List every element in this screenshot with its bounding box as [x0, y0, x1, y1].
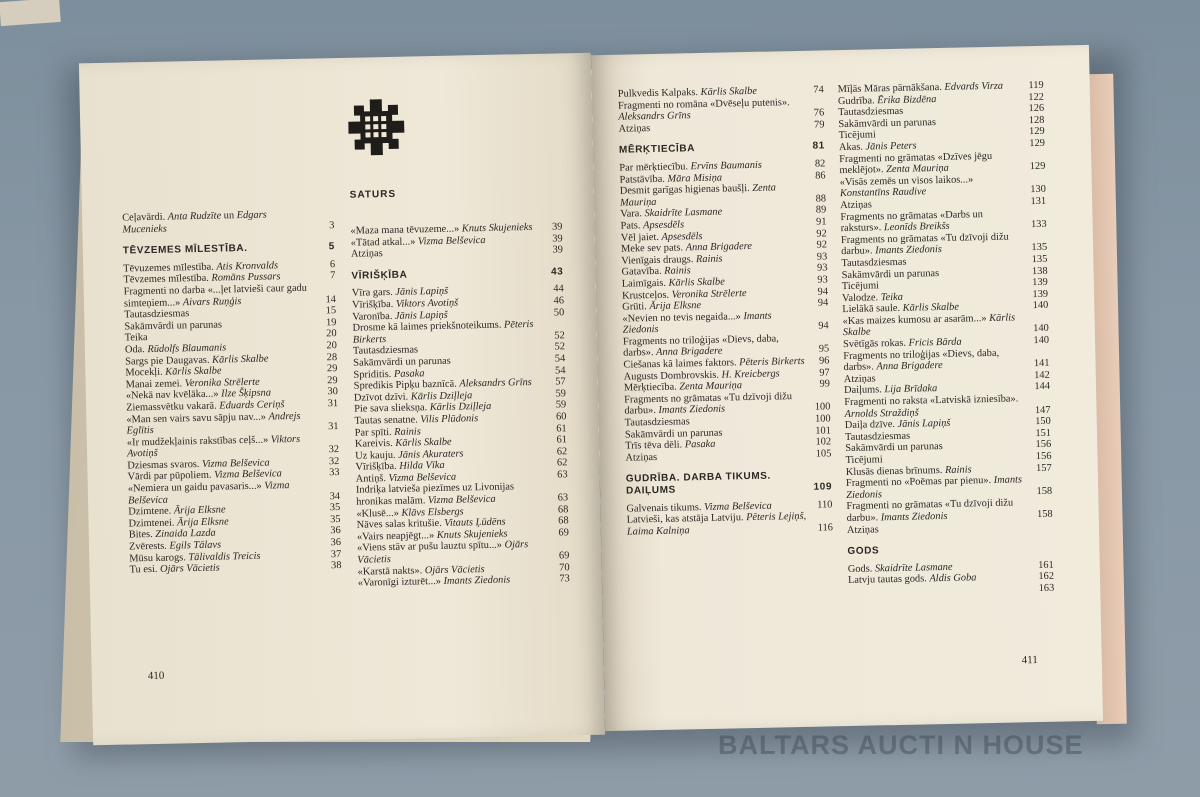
toc-entry-title: Ziemassvētku vakarā. Eduards Ceriņš	[126, 399, 285, 414]
toc-entry-page: 135	[1031, 253, 1048, 266]
toc-entry-title: Desmit garīgas higienas baušļi. Zenta Mauriņa	[619, 182, 777, 209]
toc-entry-page: 14	[325, 293, 337, 305]
page-number-left: 410	[147, 669, 165, 683]
toc-entry-page: 91	[816, 216, 827, 228]
toc-entry-title: Vēl jaiet. Apsesdēls	[620, 230, 703, 244]
toc-entry-page: 32	[328, 444, 340, 456]
toc-section-heading	[847, 542, 1053, 558]
toc-entry-title: Teika	[124, 332, 148, 344]
toc-entry-title: «Ir mudžekļainis rakstības ceļš...» Viktors Avotiņš	[126, 433, 301, 460]
toc-entry-title: Mērķtiecība. Zenta Mauriņa	[623, 380, 743, 394]
toc-entry-page: 31	[328, 421, 339, 433]
toc-entry-title: Tautasdziesmas	[352, 344, 419, 358]
toc-entry-page: 129	[1029, 137, 1046, 150]
toc-entry-page: 19	[325, 316, 337, 329]
toc-entry-title: Gods. Skaidrīte Lasmane	[847, 561, 953, 575]
toc-entry-page: 43	[550, 266, 564, 278]
toc-entry-title: Vara. Skaidrīte Lasmane	[620, 206, 723, 221]
toc-column-right-2	[838, 80, 1055, 599]
toc-entry-page: 38	[330, 560, 342, 572]
toc-entry-title: Klusās dienas brīnums. Rainis	[845, 464, 972, 478]
toc-entry-page: 156	[1035, 439, 1052, 451]
toc-entry-title: Atziņas	[846, 523, 879, 536]
toc-entry-page: 93	[817, 274, 828, 286]
toc-entry-title: «Tātad atkal...» Vizma Belševica	[350, 234, 486, 249]
toc-entry-title: Trīs tēva dēli. Pasaka	[625, 438, 716, 452]
toc-entry-title: Fragments no grāmatas «Tu dzīvoji dižu darbu». Imants Ziedonis	[624, 390, 793, 418]
toc-entry-title: Tautasdziesmas	[124, 308, 190, 321]
toc-entry-title: Dziesmas svaros. Vizma Belševica	[127, 457, 270, 472]
toc-entry-title: Meke sev pats. Anna Brigadere	[620, 241, 753, 255]
toc-entry	[627, 511, 833, 538]
toc-entry-title: «Man sen vairs savu sāpju nav...» Andrejs Eglītis	[126, 410, 301, 437]
toc-entry-title: Drosme kā laimes priekšnoteikums. Pēteris Birkerts	[352, 319, 534, 346]
toc-entry-page: 44	[553, 283, 564, 295]
toc-entry-title: Atziņas	[618, 122, 651, 135]
toc-entry-title: Vīrišķība. Viktors Avotiņš	[351, 297, 459, 311]
toc-entry-title: Daiļa dzīve. Jānis Lapiņš	[844, 418, 951, 432]
toc-entry-page: 59	[555, 388, 567, 400]
toc-entry-title: Pats. Apsesdēls	[620, 219, 685, 232]
toc-entry-title: «Viens stāv ar pušu lauztu spītu...» Ojārs Vācietis	[357, 539, 529, 566]
toc-entry-title: Sakāmvārdi un parunas	[353, 355, 451, 369]
toc-entry-page: 34	[329, 490, 341, 502]
toc-entry-page: 133	[1030, 218, 1047, 231]
toc-entry-page: 163	[1038, 582, 1055, 594]
toc-entry-page: 119	[1028, 79, 1044, 92]
toc-entry-page: 109	[813, 481, 833, 493]
toc-entry-title: Atziņas	[625, 451, 658, 464]
toc-entry-page: 147	[1034, 404, 1051, 416]
toc-entry-page: 50	[553, 306, 565, 319]
toc-entry-title: Mīļās Māras pārnākšana. Edvards Virza	[837, 80, 1004, 96]
toc-entry-title: GODS	[847, 545, 880, 558]
toc-entry-page: 52	[554, 330, 565, 342]
toc-entry-page: 39	[552, 232, 563, 245]
toc-entry-title: Kareivis. Kārlis Skalbe	[354, 436, 452, 450]
toc-entry-title: Ciešanas kā laimes faktors. Pēteris Birkerts	[623, 355, 805, 371]
toc-entry-title: Tautasdziesmas	[624, 416, 690, 429]
toc-entry-page: 105	[815, 448, 832, 460]
toc-entry-title: Par mērķtiecību. Ervīns Baumanis	[619, 159, 763, 174]
toc-entry-page: 140	[1033, 323, 1049, 335]
toc-entry-page: 35	[329, 502, 341, 514]
toc-entry-page: 59	[555, 399, 567, 411]
toc-column-left-1	[122, 208, 342, 576]
toc-entry-page: 162	[1038, 571, 1055, 583]
right-page	[591, 45, 1103, 731]
toc-entry-title: Sakāmvārdi un parunas	[845, 441, 943, 455]
toc-entry-page: 29	[326, 363, 338, 375]
toc-entry-page: 94	[817, 297, 829, 309]
toc-entry-page: 100	[814, 413, 831, 425]
toc-entry-title: «Nevien no tevis negaida...» Imants Ziedonis	[622, 310, 772, 336]
toc-entry-title: Fragmenti no darba «...ļet latvieši caur gadu simteņiem...» Aivars Ruņģis	[123, 282, 308, 310]
toc-column-left-2	[350, 221, 570, 589]
toc-entry-page: 60	[555, 411, 567, 423]
toc-entry-page: 86	[815, 169, 826, 182]
toc-entry-title: Fragmenti no grāmatas «Tu dzīvoji dižu darbu». Imants Ziedonis	[846, 497, 1014, 525]
toc-entry-title: Spredikis Pipķu baznīcā. Aleksandrs Grīns	[353, 377, 532, 392]
toc-entry-title: Ceļavārdi. Anta Rudzīte un Edgars Mucenieks	[122, 209, 267, 236]
toc-entry-title: Atziņas	[843, 373, 876, 385]
toc-entry-title: MĒRĶTIECĪBA	[618, 143, 696, 157]
toc-entry-title: «Vairs neapjēgt...» Knuts Skujenieks	[356, 528, 508, 543]
toc-entry-page: 94	[818, 320, 829, 332]
toc-entry-page: 92	[816, 239, 828, 251]
toc-entry-page: 110	[817, 498, 833, 511]
toc-entry-title: Ticējumi	[845, 454, 883, 467]
toc-entry-page: 76	[813, 107, 825, 119]
toc-entry-title: Tautas senatne. Vilis Plūdonis	[354, 413, 479, 427]
toc-entry-title: Fragments no grāmatas «Darbs un raksturs». Leonīds Breikšs	[840, 208, 984, 235]
toc-section-heading	[351, 266, 563, 282]
toc-entry-page: 126	[1028, 102, 1045, 115]
toc-entry-title: Zvērests. Egils Tālavs	[128, 539, 222, 553]
toc-entry-title: Sakāmvārdi un parunas	[838, 116, 937, 130]
toc-entry-page: 32	[328, 455, 340, 468]
toc-entry-page: 92	[816, 227, 827, 240]
toc-entry-title: TĒVZEMES MĪLESTĪBA.	[122, 243, 248, 257]
toc-entry-page: 95	[818, 343, 830, 356]
toc-entry-title: Pie sava slieksņa. Kārlis Dziļleja	[354, 401, 492, 416]
toc-entry-page: 6	[329, 258, 336, 271]
toc-entry-page: 144	[1034, 381, 1051, 393]
toc-entry-title: Dzīvot dzīvi. Kārlis Dziļleja	[353, 389, 473, 404]
toc-entry-title: Indriķa latvieša piezīmes uz Livonijas hronikas malām. Vizma Belševica	[355, 481, 515, 508]
toc-entry-title: Tēvzemes mīlestība. Romāns Pussars	[123, 271, 281, 286]
toc-entry-title: Varonība. Jānis Lapiņš	[352, 309, 448, 323]
toc-entry-page: 89	[815, 204, 827, 216]
toc-entry-title: GUDRĪBA. DARBA TIKUMS. DAIĻUMS	[625, 471, 771, 497]
toc-entry-page: 54	[554, 353, 566, 365]
toc-entry-title: Sakāmvārdi un parunas	[624, 427, 723, 441]
toc-entry-page: 63	[557, 469, 568, 481]
toc-entry-title: Nāves salas kritušie. Vitauts Ļūdēns	[356, 516, 506, 531]
toc-entry-page: 139	[1032, 288, 1049, 300]
toc-entry-page: 52	[554, 341, 566, 353]
toc-entry-page: 7	[330, 270, 336, 282]
toc-entry-title: Fragmenti no grāmatas «Dzīves jēgu meklējot». Zenta Mauriņa	[839, 150, 993, 177]
toc-entry-page: 62	[556, 457, 568, 469]
toc-entry-page: 20	[326, 328, 337, 340]
toc-entry-page: 140	[1032, 300, 1049, 312]
toc-entry-title: Latvju tautas gods. Aldis Goba	[847, 572, 977, 587]
toc-entry-page: 81	[812, 140, 826, 153]
toc-entry-title	[848, 595, 1032, 599]
toc-entry-title: Atziņas	[350, 248, 383, 260]
toc-entry-page: 97	[819, 367, 830, 379]
toc-entry-title: Ticējumi	[841, 280, 880, 293]
toc-entry-page: 88	[815, 193, 827, 205]
toc-entry-title: Ticējumi	[838, 129, 876, 142]
toc-entry-page: 128	[1028, 114, 1045, 126]
toc-entry-title: Lielākā saule. Kārlis Skalbe	[842, 301, 960, 316]
toc-entry-page: 39	[552, 244, 564, 256]
toc-entry-page: 135	[1031, 242, 1048, 254]
toc-entry-title: Latvieši, kas atstāja Latviju. Pēteris Lejiņš, Laima Kalniņa	[626, 511, 807, 538]
toc-entry-title: Sargs pie Daugavas. Kārlis Skalbe	[125, 353, 269, 368]
toc-entry-title: Dzimtenei. Ārija Elksne	[128, 516, 229, 530]
toc-entry-title: Valodze. Teika	[842, 291, 904, 304]
toc-entry-title: VĪRIŠĶĪBA	[351, 269, 408, 282]
toc-entry-page: 62	[556, 445, 568, 458]
toc-entry-title: Laimīgais. Kārlis Skalbe	[621, 276, 725, 290]
toc-entry-title: «Kas maizes kumosu ar asarām...» Kārlis Skalbe	[842, 312, 1016, 339]
toc-entry-title: Fragmenti no raksta «Latviskā izniesība». Arnolds Straždiņš	[844, 393, 1019, 420]
toc-entry-title: Tu esi. Ojārs Vācietis	[129, 562, 220, 576]
toc-entry-title: Fragments no triloģijas «Dievs, daba, darbs». Anna Brigadere	[843, 347, 1000, 374]
toc-entry-title: Uz kauju. Jānis Akuraters	[355, 448, 464, 462]
toc-entry-page: 68	[557, 503, 569, 516]
toc-entry-page: 63	[557, 492, 569, 504]
toc-entry-title: Daiļums. Lija Brīdaka	[843, 383, 938, 397]
toc-entry-page: 15	[325, 305, 337, 317]
toc-entry-title: Grūti. Ārija Elksne	[622, 300, 702, 313]
toc-entry-title: Akas. Jānis Peters	[838, 140, 917, 154]
toc-entry-page: 39	[551, 221, 563, 233]
toc-entry-page: 31	[327, 397, 339, 410]
toc-entry-title: Dzimtene. Ārija Elksne	[128, 504, 226, 518]
toc-entry-page: 33	[329, 467, 340, 479]
toc-entry-title: Galvenais tikums. Vizma Belševica	[626, 500, 772, 515]
toc-entry-page: 57	[555, 376, 566, 388]
toc-entry-title: Spriditis. Pasaka	[353, 367, 425, 381]
toc-entry-title: Vīra gars. Jānis Lapiņš	[351, 286, 449, 300]
toc-entry-page: 142	[1034, 369, 1050, 381]
toc-entry-title: Sakāmvārdi un parunas	[841, 267, 940, 281]
toc-entry-title: Bites. Zinaida Lazda	[128, 528, 216, 541]
toc-entry-title: Fragmenti no «Poēmas par pienu». Imants Ziedonis	[845, 474, 1023, 501]
toc-entry-title: Par spīti. Rainis	[354, 425, 421, 439]
toc-entry-title: Gatavība. Rainis	[621, 265, 691, 279]
toc-entry-title: Sakāmvārdi un parunas	[124, 319, 223, 333]
toc-entry-title: Manai zemei. Veronika Strēlerte	[125, 376, 260, 391]
toc-entry-page: 28	[326, 351, 338, 363]
toc-entry-page: 94	[817, 285, 829, 298]
toc-entry-page: 36	[330, 537, 342, 549]
toc-entry-title: Svētīgās rokas. Fricis Bārda	[842, 336, 962, 351]
toc-entry-title: Gudrība. Ērika Bizdēna	[837, 93, 937, 107]
toc-entry-title: Vārdi par pūpoliem. Vizma Belševica	[127, 468, 282, 483]
toc-entry-title: Tautasdziesmas	[841, 256, 907, 269]
left-page	[79, 53, 605, 746]
toc-entry-page: 93	[816, 262, 828, 274]
toc-entry-page: 150	[1035, 415, 1051, 428]
toc-entry-page: 138	[1031, 265, 1048, 277]
toc-entry-title: Vienīgais draugs. Rainis	[621, 253, 723, 267]
toc-entry-page: 131	[1030, 195, 1047, 208]
toc-entry-page: 3	[329, 219, 335, 231]
toc-entry-title: «Klusē...» Klāvs Elsbergs	[356, 506, 464, 520]
toc-entry-page: 61	[556, 422, 567, 435]
toc-entry-title: Oda. Rūdolfs Blaumanis	[124, 342, 227, 356]
toc-entry-page: 93	[816, 251, 828, 263]
toc-section-heading	[619, 141, 825, 157]
watermark: BALTARS AUCTI N HOUSE	[718, 730, 1084, 760]
toc-entry-page: 158	[1036, 485, 1053, 497]
toc-entry-page: 79	[813, 119, 825, 131]
page-number-right: 411	[1021, 654, 1038, 667]
toc-entry-page: 35	[330, 513, 341, 526]
toc-entry-page: 5	[328, 241, 335, 253]
toc-entry	[122, 208, 334, 236]
toc-entry-title: Atziņas	[840, 199, 873, 212]
toc-entry-page: 68	[558, 515, 569, 527]
toc-entry-title: Fragmenti no romāna «Dvēseļu putenis». Aleksandrs Grīns	[617, 96, 790, 123]
toc-entry-page: 161	[1038, 559, 1054, 571]
toc-entry-page: 82	[814, 158, 826, 170]
toc-entry-title: Mocekļi. Kārlis Skalbe	[125, 365, 222, 379]
toc-entry-title: Tēvuzemes mīlestība. Atis Kronvalds	[123, 260, 279, 275]
toc-entry-title: Fragments no triloģijas «Dievs, daba, darbs». Anna Brigadere	[622, 333, 779, 360]
toc-entry-page: 69	[558, 550, 570, 562]
toc-entry-title: Tautasdziesmas	[844, 430, 911, 443]
toc-entry-title: Fragments no grāmatas «Tu dzīvoji dižu darbu». Imants Ziedonis	[840, 231, 1009, 258]
toc-entry-page: 129	[1028, 126, 1045, 138]
toc-entry-page: 116	[817, 522, 834, 534]
toc-entry-page: 140	[1033, 334, 1050, 347]
toc-entry-page: 46	[553, 295, 565, 307]
toc-entry-page: 73	[559, 573, 570, 585]
toc-entry-page: 122	[1028, 91, 1045, 103]
ornament-icon	[348, 99, 405, 156]
toc-entry-page: 158	[1036, 508, 1053, 521]
toc-entry-title: Augusts Dombrovskis. H. Kreicbergs	[623, 368, 780, 383]
toc-entry-page: 20	[326, 340, 337, 352]
toc-entry-title: «Visās zemēs un visos laikos...» Konstantīns Raudive	[839, 174, 974, 200]
toc-entry-title: Antiņš. Vizma Belševica	[355, 471, 457, 485]
toc-column-right-1	[618, 84, 833, 538]
toc-entry-title: Pulkvedis Kalpaks. Kārlis Skalbe	[617, 85, 758, 100]
toc-entry-page: 129	[1029, 160, 1046, 173]
toc-entry-page: 100	[814, 401, 831, 414]
toc-entry-title: «Karstā nakts». Ojārs Vācietis	[357, 563, 485, 578]
toc-entry-page: 54	[554, 364, 566, 377]
toc-entry-page: 37	[330, 548, 342, 560]
toc-entry-page: 69	[558, 527, 569, 539]
toc-entry-title: Tautasdziesmas	[838, 105, 904, 119]
toc-entry-title: Mūsu karogs. Tālivaldis Treicis	[129, 550, 261, 565]
toc-entry-page: 61	[556, 434, 568, 446]
toc-entry-page: 29	[327, 374, 338, 387]
toc-entry-title: Krustceļos. Veronika Strēlerte	[621, 287, 747, 302]
toc-entry-page: 141	[1033, 358, 1050, 370]
paper-corner	[0, 0, 61, 26]
toc-entry-page: 36	[330, 525, 341, 537]
toc-entry-page: 101	[815, 424, 832, 437]
toc-entry-title: «Nemiera un gaidu pavasaris...» Vizma Belševica	[127, 480, 290, 507]
toc-entry-page: 139	[1032, 276, 1048, 289]
toc-entry-page: 157	[1036, 462, 1052, 474]
toc-entry-title: Patstāvība. Māra Misiņa	[619, 172, 723, 186]
toc-entry-page: 74	[813, 84, 824, 96]
toc-entry-title: Vīrišķība. Hilda Vīka	[355, 460, 445, 474]
toc-entry-page: 99	[819, 378, 831, 390]
toc-entry-page: 130	[1030, 184, 1047, 196]
toc-entry-title: «Varonīgi izturēt...» Imants Ziedonis	[357, 574, 511, 589]
toc-entry-title: «Maza mana tēvuzeme...» Knuts Skujenieks	[350, 221, 533, 237]
toc-section-heading	[123, 241, 335, 257]
toc-section-heading	[626, 470, 832, 497]
toc-entry-page: 102	[815, 436, 832, 448]
toc-entry-title: «Nekā nav kvēlāka...» Ilze Šķipsna	[125, 387, 272, 402]
toc-entry-page: 156	[1035, 450, 1052, 463]
toc-entry-page: 151	[1035, 427, 1052, 439]
toc-entry-page: 96	[818, 355, 830, 367]
toc-entry-page: 70	[559, 561, 570, 574]
toc-entry-page: 30	[327, 386, 338, 398]
toc-heading: SATURS	[349, 188, 397, 201]
